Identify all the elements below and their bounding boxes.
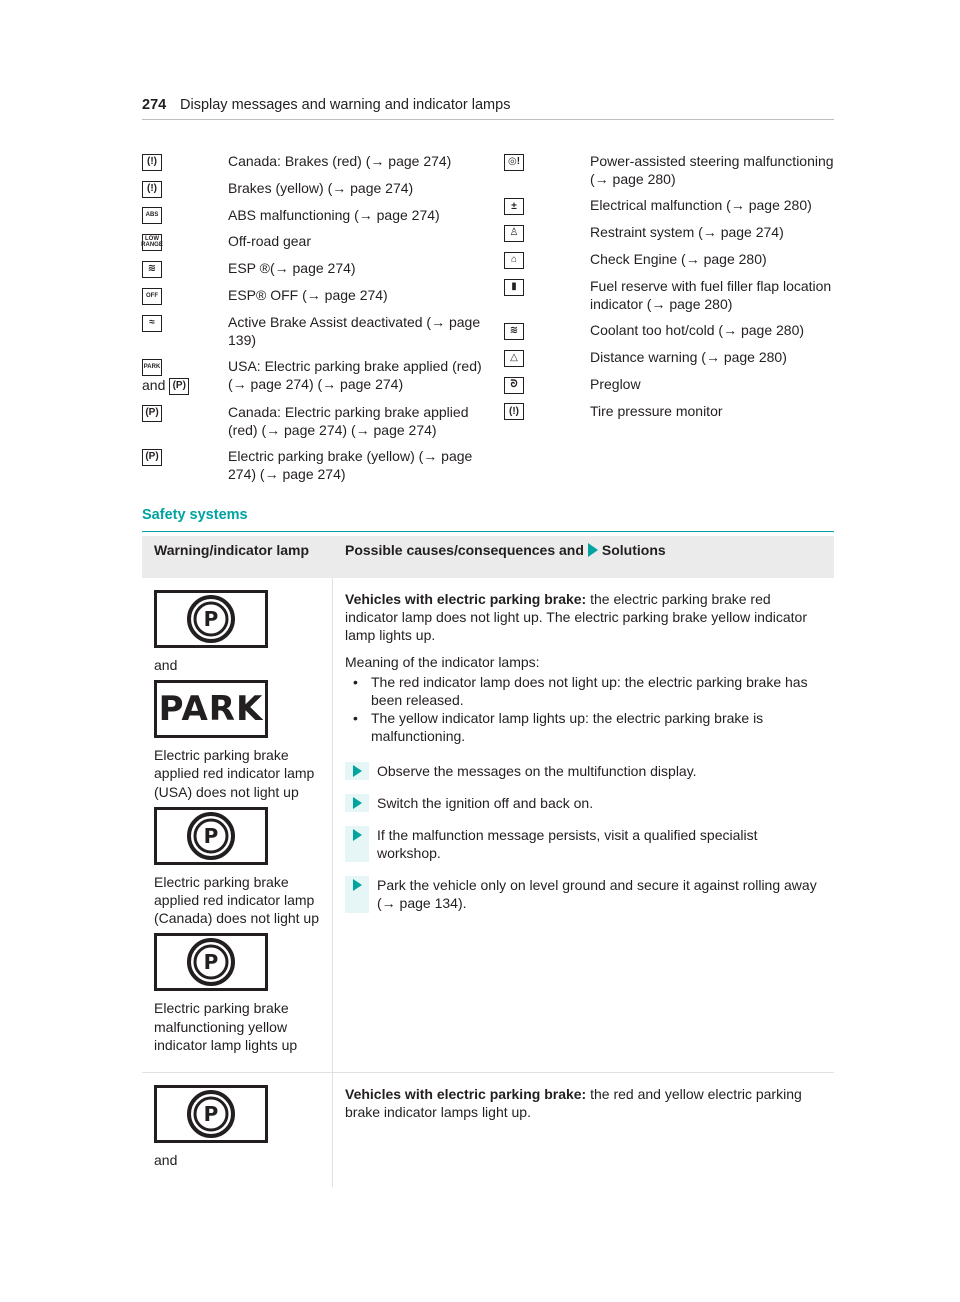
park-label: PARK (158, 689, 264, 730)
list-item-text: Brakes (yellow) (→ page 274) (228, 179, 414, 196)
col-header-solutions-text: Solutions (601, 542, 666, 558)
col-header-causes-text: Possible causes/consequences and (345, 542, 584, 558)
and-label: and (154, 1151, 178, 1168)
bullet-item: • The red indicator lamp does not light up: the electric parking brake has been released. (353, 673, 822, 709)
list-item-text: Fuel reserve with fuel filler flap location indicator (→ page 280) (590, 277, 832, 312)
list-item-text: Active Brake Assist deactivated (→ page 139) (228, 313, 481, 348)
bullet-item: • The yellow indicator lamp lights up: the electric parking brake is malfunctioning. (353, 709, 822, 745)
lamp-cell (142, 1073, 333, 1187)
page-title: Display messages and warning and indicator lamps (180, 97, 511, 113)
list-item (142, 286, 482, 305)
park-large-icon (154, 680, 268, 738)
list-item (504, 348, 840, 367)
safety-systems-table (142, 536, 834, 1187)
play-triangle-icon (353, 765, 362, 777)
brake-assist-off-icon: ≈ (142, 315, 162, 332)
list-item-text: Canada: Brakes (red) (→ page 274) (228, 153, 452, 169)
list-item (504, 321, 840, 340)
list-item-text: Electrical malfunction (→ page 280) (590, 197, 812, 214)
list-item-text: ABS malfunctioning (→ page 274) (228, 206, 440, 223)
solution-step (345, 794, 822, 812)
and-label: and (P) (142, 376, 228, 395)
distance-warning-icon: △ (504, 350, 524, 367)
low-range-icon: LOW RANGE (142, 234, 162, 251)
steering-icon: ◎! (504, 154, 524, 171)
list-item (504, 196, 840, 215)
solution-cell (333, 1073, 834, 1187)
list-item-text: USA: Electric parking brake applied (red) (→ page 274) (→ page 274) (228, 358, 482, 393)
step-text: Park the vehicle only on level ground and secure it against rolling away (→ page 134). (377, 877, 817, 912)
list-item-text: Electric parking brake (yellow) (→ page 274) (→ page 274) (228, 448, 473, 483)
table-row (142, 578, 834, 1073)
lamp-caption: Electric parking brake applied red indicator lamp (Canada) does not light up (154, 873, 319, 927)
bullet-text: The yellow indicator lamp lights up: the electric parking brake is malfunctioning. (371, 710, 764, 745)
list-item (142, 206, 482, 225)
list-item (142, 403, 482, 439)
list-item-text: Check Engine (→ page 280) (590, 250, 767, 267)
solution-step (345, 876, 822, 912)
page-header (142, 94, 834, 120)
list-item-text: Coolant too hot/cold (→ page 280) (590, 322, 805, 339)
lead-text: the electric parking brake red indicator lamp does not light up. The electric parking brake yellow indicator lamp lights up. (345, 591, 807, 644)
bullet-text: The red indicator lamp does not light up: the electric parking brake has been released. (371, 673, 808, 708)
lead-paragraph (345, 590, 822, 645)
esp-off-icon: OFF (142, 288, 162, 305)
preglow-icon: ᘐ (504, 377, 524, 394)
list-item-text: Distance warning (→ page 280) (590, 348, 787, 365)
list-item (142, 179, 482, 198)
list-item-text: ESP® OFF (→ page 274) (228, 286, 388, 303)
lead-text: the red and yellow electric parking brake indicator lamps light up. (345, 1085, 802, 1121)
parking-brake-icon: (P) (169, 378, 189, 395)
section-title: Safety systems (142, 506, 834, 532)
lamp-caption: Electric parking brake applied red indicator lamp (USA) does not light up (154, 747, 315, 800)
svg-text:P: P (203, 823, 219, 848)
list-item (142, 357, 482, 395)
coolant-icon: ≋ (504, 323, 524, 340)
parking-brake-large-icon (154, 807, 268, 865)
park-icon: PARK (142, 359, 162, 376)
list-item (142, 152, 482, 171)
engine-icon: ⌂ (504, 252, 524, 269)
parking-brake-icon: (P) (142, 449, 162, 466)
solution-step (345, 762, 822, 780)
list-item (142, 232, 482, 251)
list-item (504, 402, 840, 421)
list-item-text: Restraint system (→ page 274) (590, 224, 784, 241)
svg-text:P: P (203, 950, 219, 975)
indicator-list-right (504, 152, 840, 428)
svg-text:P: P (203, 1101, 219, 1126)
parking-brake-large-icon (154, 933, 268, 991)
col-header-causes (333, 536, 834, 578)
play-triangle-icon (588, 543, 598, 557)
list-item (504, 223, 840, 242)
list-item (142, 313, 482, 349)
list-item-text: Off-road gear (228, 233, 312, 250)
list-item-text: Power-assisted steering malfunctioning (→ page 280) (590, 153, 834, 188)
col-header-lamp: Warning/indicator lamp (154, 542, 310, 558)
parking-brake-icon: (P) (142, 405, 162, 422)
lamp-cell (142, 578, 333, 1072)
and-label: and (154, 657, 178, 673)
list-item (504, 375, 840, 394)
solution-step (345, 826, 822, 862)
list-item (504, 250, 840, 269)
fuel-icon: ▮ (504, 279, 524, 296)
svg-text:P: P (203, 607, 219, 631)
restraint-icon: ♙ (504, 225, 524, 242)
step-text: Switch the ignition off and back on. (377, 794, 594, 811)
list-item-text: Preglow (590, 375, 641, 392)
meaning-text: Meaning of the indicator lamps: (345, 653, 540, 670)
lead-bold: Vehicles with electric parking brake: (345, 1085, 587, 1102)
list-item (504, 277, 840, 313)
list-item (142, 447, 482, 483)
list-item-text: ESP ®(→ page 274) (228, 260, 356, 277)
abs-icon: ABS (142, 207, 162, 224)
list-item (142, 259, 482, 278)
solution-cell (333, 578, 834, 1072)
list-item-text: Canada: Electric parking brake applied (red) (→ page 274) (→ page 274) (228, 403, 469, 438)
play-triangle-icon (353, 797, 362, 809)
brake-warning-icon: (!) (142, 181, 162, 198)
play-triangle-icon (353, 879, 362, 891)
list-item (504, 152, 840, 188)
lead-bold: Vehicles with electric parking brake: (345, 591, 587, 607)
step-text: Observe the messages on the multifunction display. (377, 762, 697, 779)
brake-warning-icon: (!) (142, 154, 162, 171)
lamp-caption: Electric parking brake malfunctioning yellow indicator lamp lights up (154, 1000, 298, 1053)
table-header (142, 536, 834, 578)
list-item-text: Tire pressure monitor (590, 402, 723, 419)
page-number: 274 (142, 97, 167, 113)
parking-brake-large-icon (154, 590, 268, 648)
solution-steps (345, 762, 822, 913)
tire-pressure-icon: (!) (504, 403, 524, 420)
step-text: If the malfunction message persists, visit a qualified specialist workshop. (377, 826, 758, 862)
indicator-list-left (142, 152, 482, 492)
lead-paragraph (345, 1085, 822, 1121)
play-triangle-icon (353, 829, 362, 841)
table-row (142, 1073, 834, 1187)
esp-icon: ≋ (142, 261, 162, 278)
battery-icon: ± (504, 198, 524, 215)
parking-brake-large-icon (154, 1085, 268, 1143)
